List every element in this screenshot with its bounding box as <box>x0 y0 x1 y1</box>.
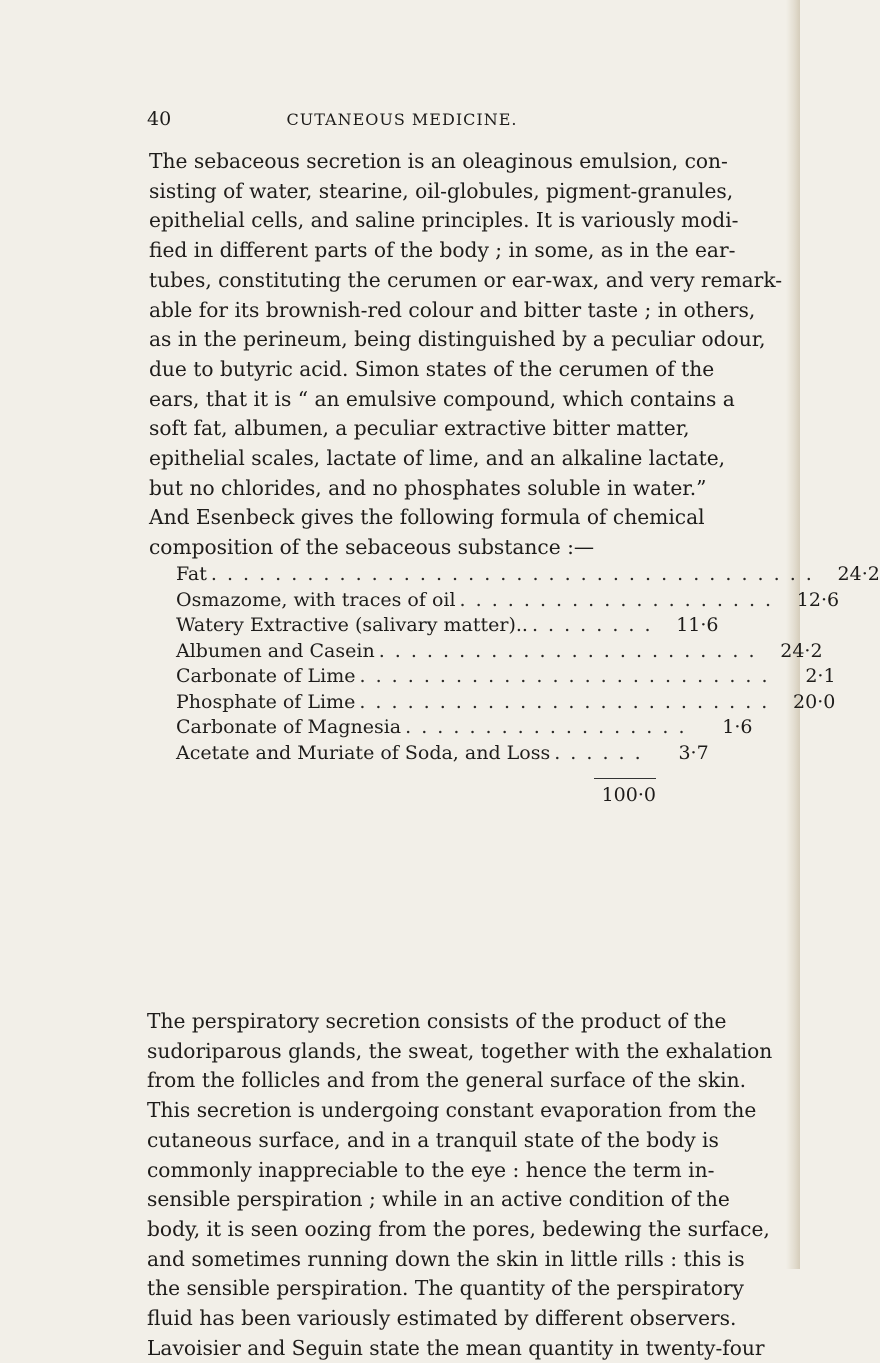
text-line: composition of the sebaceous substance :— <box>149 535 595 560</box>
leader-dots: . . . . . . . . <box>531 614 653 636</box>
component-name: Acetate and Muriate of Soda, and Loss <box>176 741 551 764</box>
text-line: The perspiratory secretion consists of the product of the <box>147 1009 727 1033</box>
text-line: This secretion is undergoing constant evaporation from the <box>147 1098 757 1123</box>
text-line: and sometimes running down the skin in little rills : this is <box>147 1246 745 1271</box>
component-value: 11·6 <box>676 614 719 636</box>
running-head: CUTANEOUS MEDICINE. <box>286 110 518 129</box>
composition-table <box>176 562 880 806</box>
page-number: 40 <box>147 108 172 130</box>
component-value: 12·6 <box>796 588 840 611</box>
page-header <box>147 108 657 138</box>
page-edge-shadow <box>786 0 800 1269</box>
text-line: as in the perineum, being distinguished by a peculiar odour, <box>149 327 766 352</box>
text-line: epithelial cells, and saline principles. It is variously modi- <box>149 208 739 233</box>
text-line: but no chlorides, and no phosphates soluble in water.” <box>149 475 707 500</box>
text-line: soft fat, albumen, a peculiar extractive bitter matter, <box>149 416 690 441</box>
component-name: Osmazome, with traces of oil <box>176 588 456 611</box>
leader-dots: . . . . . . . . . . . . . . . . . . <box>405 716 687 738</box>
table-row <box>176 664 836 690</box>
component-value: 24·2 <box>780 639 823 662</box>
leader-dots: . . . . . . . . . . . . . . . . . . . . . . . . . . . . . . . . . . . . . . <box>210 563 814 585</box>
text-line: sudoriparous glands, the sweat, together with the exhalation <box>147 1038 773 1063</box>
text-line: Lavoisier and Seguin state the mean quantity in twenty-four <box>147 1335 765 1360</box>
table-row <box>176 562 880 588</box>
paragraph-perspiratory-secretion <box>147 1007 773 1363</box>
leader-dots: . . . . . . . . . . . . . . . . . . . . <box>459 588 774 611</box>
component-name: Phosphate of Lime <box>176 690 356 713</box>
text-line: cutaneous surface, and in a tranquil state of the body is <box>147 1127 719 1152</box>
leader-dots: . . . . . . <box>554 741 643 764</box>
text-line: epithelial scales, lactate of lime, and an alkaline lactate, <box>149 446 726 471</box>
leader-dots: . . . . . . . . . . . . . . . . . . . . . . . . <box>378 639 757 662</box>
table-total-row <box>176 778 656 804</box>
text-line: ears, that it is “ an emulsive compound, which contains a <box>149 386 735 411</box>
text-line: the sensible perspiration. The quantity of the perspiratory <box>147 1276 744 1301</box>
text-line: fied in different parts of the body ; in some, as in the ear- <box>149 238 736 263</box>
component-name: Carbonate of Lime <box>176 665 356 687</box>
component-value: 24·2 <box>837 563 880 585</box>
text-line: The sebaceous secretion is an oleaginous emulsion, con- <box>149 149 728 173</box>
component-name: Carbonate of Magnesia <box>176 716 402 738</box>
component-value: 20·0 <box>793 690 836 713</box>
table-row <box>176 588 840 614</box>
component-name: Watery Extractive (salivary matter).. <box>176 614 528 636</box>
text-line: commonly inappreciable to the eye : hence the term in- <box>147 1157 715 1182</box>
text-line: due to butyric acid. Simon states of the cerumen of the <box>149 356 715 381</box>
table-row <box>176 715 753 741</box>
leader-dots: . . . . . . . . . . . . . . . . . . . . . . . . . . <box>359 665 770 687</box>
table-row <box>176 741 709 767</box>
text-line: from the follicles and from the general surface of the skin. <box>147 1068 747 1093</box>
table-total-value: 100·0 <box>594 778 656 804</box>
component-value: 1·6 <box>722 716 753 738</box>
component-name: Fat <box>176 563 207 585</box>
text-line: tubes, constituting the cerumen or ear-wax, and very remark- <box>149 267 783 292</box>
text-line: body, it is seen oozing from the pores, bedewing the surface, <box>147 1216 770 1241</box>
text-line: sisting of water, stearine, oil-globules, pigment-granules, <box>149 178 734 203</box>
table-row <box>176 690 836 716</box>
text-line: fluid has been variously estimated by different observers. <box>147 1306 737 1331</box>
component-name: Albumen and Casein <box>176 639 375 662</box>
table-row <box>176 639 823 665</box>
text-line: able for its brownish-red colour and bitter taste ; in others, <box>149 297 756 322</box>
paragraph-sebaceous-secretion <box>147 147 783 563</box>
component-value: 3·7 <box>678 741 709 764</box>
table-row <box>176 613 719 639</box>
text-line: sensible perspiration ; while in an active condition of the <box>147 1187 730 1212</box>
component-value: 2·1 <box>805 665 836 687</box>
text-line: And Esenbeck gives the following formula of chemical <box>149 505 705 530</box>
leader-dots: . . . . . . . . . . . . . . . . . . . . . . . . . . <box>359 690 770 713</box>
